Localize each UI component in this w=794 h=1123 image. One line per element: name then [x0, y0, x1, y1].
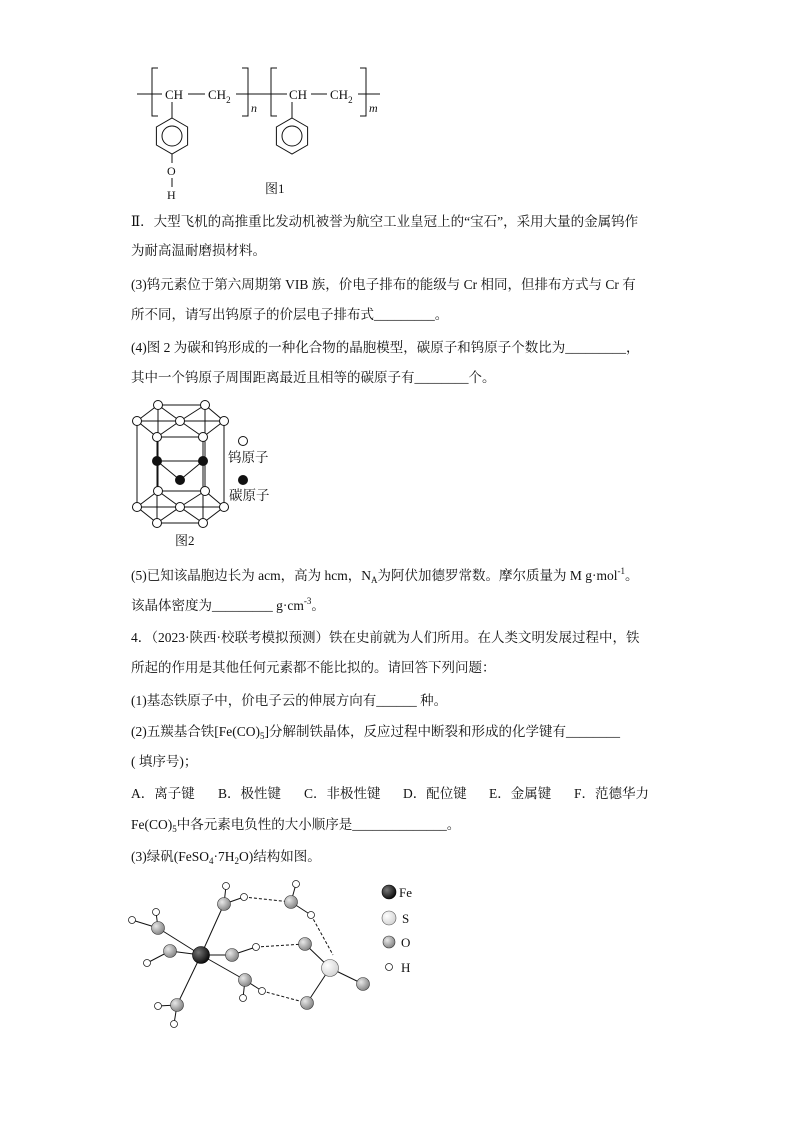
- h-atom: [153, 909, 160, 916]
- hydrogen-bond: [311, 915, 333, 955]
- phenol-ring: [156, 118, 187, 154]
- molecular-structure: [129, 881, 370, 1028]
- h-atom: [171, 1021, 178, 1028]
- h-atom: [144, 960, 151, 967]
- subscript: 5: [259, 731, 265, 741]
- tungsten-atom: [153, 433, 162, 442]
- hydrogen-label: H: [167, 188, 176, 202]
- unit-text: g·cm: [272, 598, 304, 613]
- benzene-ring: [276, 118, 307, 154]
- legend-fe-atom: [382, 885, 396, 899]
- q4-line1-text: (4)图 2 为碳和钨形成的一种化合物的晶胞模型，碳原子和钨原子个数比为: [131, 340, 566, 355]
- tungsten-atom: [133, 503, 142, 512]
- h-atom: [308, 912, 315, 919]
- answer-blank: _________: [565, 340, 626, 355]
- q3-line2-text: 所不同，请写出钨原子的价层电子排布式: [131, 307, 374, 322]
- q4-line2-end: 个。: [468, 370, 496, 385]
- h-atom: [259, 988, 266, 995]
- figure1-caption: 图1: [265, 181, 285, 196]
- q5-line2: [131, 597, 325, 615]
- tungsten-atom: [220, 503, 229, 512]
- repeat-index-m: m: [369, 101, 378, 115]
- o-atom: [171, 999, 184, 1012]
- ch-label: CH: [289, 87, 308, 102]
- o-atom: [239, 974, 252, 987]
- tungsten-atom: [199, 519, 208, 528]
- left-bracket: [271, 68, 277, 116]
- option-e: E．金属键: [489, 786, 552, 801]
- p4-q2-line3-end: 。: [446, 817, 461, 832]
- legend-o-label: O: [401, 935, 411, 950]
- answer-blank: ______: [376, 693, 417, 708]
- ch2-subscript: 2: [226, 95, 231, 105]
- o-atom: [301, 997, 314, 1010]
- tungsten-atom: [133, 417, 142, 426]
- legend-h-label: H: [401, 960, 411, 975]
- q5-line1-text-cont: 为阿伏加德罗常数。摩尔质量为 M g·mol: [377, 568, 618, 583]
- answer-blank: ________: [414, 370, 469, 385]
- legend-h-atom: [386, 964, 393, 971]
- s-atom: [322, 960, 339, 977]
- tungsten-atom: [154, 487, 163, 496]
- option-a: A．离子键: [131, 786, 195, 801]
- superscript: -3: [303, 596, 312, 606]
- q4-line2: [131, 369, 496, 387]
- q3-line2-end: 。: [434, 307, 449, 322]
- legend-carbon-atom: [239, 476, 248, 485]
- p4-q3-text-end: O)结构如图。: [239, 849, 321, 864]
- q4-line2-text: 其中一个钨原子周围距离最近且相等的碳原子有: [131, 370, 415, 385]
- ch2-label: [330, 87, 353, 105]
- q3-line1: (3)钨元素位于第六周期第 VIB 族，价电子排布的能级与 Cr 相同，但排布方式与 Cr 有: [131, 277, 636, 292]
- q5-line2-end: 。: [311, 598, 325, 613]
- q4-line1: [131, 339, 640, 357]
- p4-q2-text: (2)五羰基合铁[Fe(CO): [131, 724, 260, 739]
- part2-intro-line1: Ⅱ．大型飞机的高推重比发动机被誉为航空工业皇冠上的“宝石”，采用大量的金属钨作: [131, 214, 639, 229]
- ch2-text: CH: [330, 87, 349, 102]
- tungsten-atom: [201, 487, 210, 496]
- figure2-caption: 图2: [175, 533, 195, 548]
- carbon-atom: [199, 457, 208, 466]
- ch-label: CH: [165, 87, 184, 102]
- right-bracket: [242, 68, 248, 116]
- formula-text: Fe(CO): [131, 817, 173, 832]
- o-atom: [226, 949, 239, 962]
- p4-q2-line3-text: 中各元素电负性的大小顺序是: [176, 817, 353, 832]
- figure1-polymer-structure: [125, 55, 395, 205]
- p4-q3-text-cont: ·7H: [213, 849, 235, 864]
- h-atom: [129, 917, 136, 924]
- option-d: D．配位键: [403, 786, 467, 801]
- h-atom: [155, 1003, 162, 1010]
- crystal-lattice: [133, 401, 229, 528]
- answer-blank: ________: [565, 724, 620, 739]
- legend-s-label: S: [402, 911, 410, 926]
- problem4-stem-line2: 所起的作用是其他任何元素都不能比拟的。请回答下列问题：: [131, 660, 496, 675]
- legend-carbon-label: 碳原子: [229, 488, 270, 503]
- tungsten-atom: [154, 401, 163, 410]
- q5-line1: [131, 567, 638, 585]
- legend-o-atom: [383, 936, 395, 948]
- tungsten-atom: [176, 417, 185, 426]
- q5-line1-end: 。: [624, 568, 639, 583]
- figure2-crystal-cell: [125, 395, 290, 555]
- q3-line2: [131, 306, 448, 324]
- ch2-text: CH: [208, 87, 227, 102]
- o-atom: [299, 938, 312, 951]
- oxygen-label: O: [167, 164, 176, 178]
- tungsten-atom: [220, 417, 229, 426]
- left-bracket: [152, 68, 158, 116]
- p4-q2-line2: ( 填序号)；: [131, 754, 198, 769]
- o-atom: [357, 978, 370, 991]
- o-atom: [152, 922, 165, 935]
- problem4-stem-line1: 4．（2023·陕西·校联考模拟预测）铁在史前就为人们所用。在人类文明发展过程中，铁: [131, 630, 640, 645]
- option-f: F．范德华力: [574, 786, 650, 801]
- legend-tungsten-label: 钨原子: [228, 450, 269, 465]
- carbon-atom: [176, 476, 185, 485]
- aromatic-circle: [162, 126, 182, 146]
- repeat-index-n: n: [251, 101, 257, 115]
- o-atom: [285, 896, 298, 909]
- h-atom: [240, 995, 247, 1002]
- q5-line2-text: 该晶体密度为: [131, 598, 212, 613]
- legend-fe-label: Fe: [399, 885, 412, 900]
- option-c: C．非极性键: [304, 786, 381, 801]
- subscript: 5: [172, 824, 177, 834]
- legend-tungsten-atom: [239, 437, 248, 446]
- fe-atom: [193, 947, 210, 964]
- aromatic-circle: [282, 126, 302, 146]
- figure3-green-vitriol-structure: [118, 872, 430, 1037]
- tungsten-atom: [199, 433, 208, 442]
- q4-line1-end: ，: [626, 340, 640, 355]
- h-atom: [241, 894, 248, 901]
- o-atom: [164, 945, 177, 958]
- superscript: -1: [617, 566, 625, 576]
- p4-q2-line3: [131, 816, 460, 834]
- p4-q3: [131, 848, 321, 866]
- p4-q1-text: (1)基态铁原子中，价电子云的伸展方向有: [131, 693, 377, 708]
- legend-s-atom: [382, 911, 396, 925]
- hydrogen-bond: [262, 991, 307, 1003]
- ch2-subscript: 2: [348, 95, 353, 105]
- p4-q2-line1: [131, 723, 620, 741]
- ch2-label: [208, 87, 231, 105]
- hydrogen-bond: [256, 944, 305, 947]
- right-bracket: [360, 68, 366, 116]
- q5-line1-text: (5)已知该晶胞边长为 acm，高为 hcm，N: [131, 568, 371, 583]
- h-atom: [293, 881, 300, 888]
- p4-q2-text-cont: ]分解制铁晶体，反应过程中断裂和形成的化学键有: [264, 724, 566, 739]
- tungsten-atom: [201, 401, 210, 410]
- option-b: B．极性键: [218, 786, 282, 801]
- tungsten-atom: [176, 503, 185, 512]
- subscript: 4: [209, 856, 214, 866]
- part2-intro-line2: 为耐高温耐磨损材料。: [131, 243, 266, 258]
- p4-q3-text: (3)绿矾(FeSO: [131, 849, 209, 864]
- hydrogen-bond: [244, 897, 291, 902]
- o-atom: [218, 898, 231, 911]
- answer-blank: _________: [212, 598, 273, 613]
- answer-blank: ______________: [352, 817, 447, 832]
- p4-q1-end: 种。: [416, 693, 448, 708]
- subscript: A: [370, 575, 378, 585]
- p4-q1: [131, 692, 447, 710]
- answer-blank: _________: [374, 307, 435, 322]
- subscript: 2: [234, 856, 239, 866]
- carbon-atom: [153, 457, 162, 466]
- h-atom: [223, 883, 230, 890]
- h-atom: [253, 944, 260, 951]
- tungsten-atom: [153, 519, 162, 528]
